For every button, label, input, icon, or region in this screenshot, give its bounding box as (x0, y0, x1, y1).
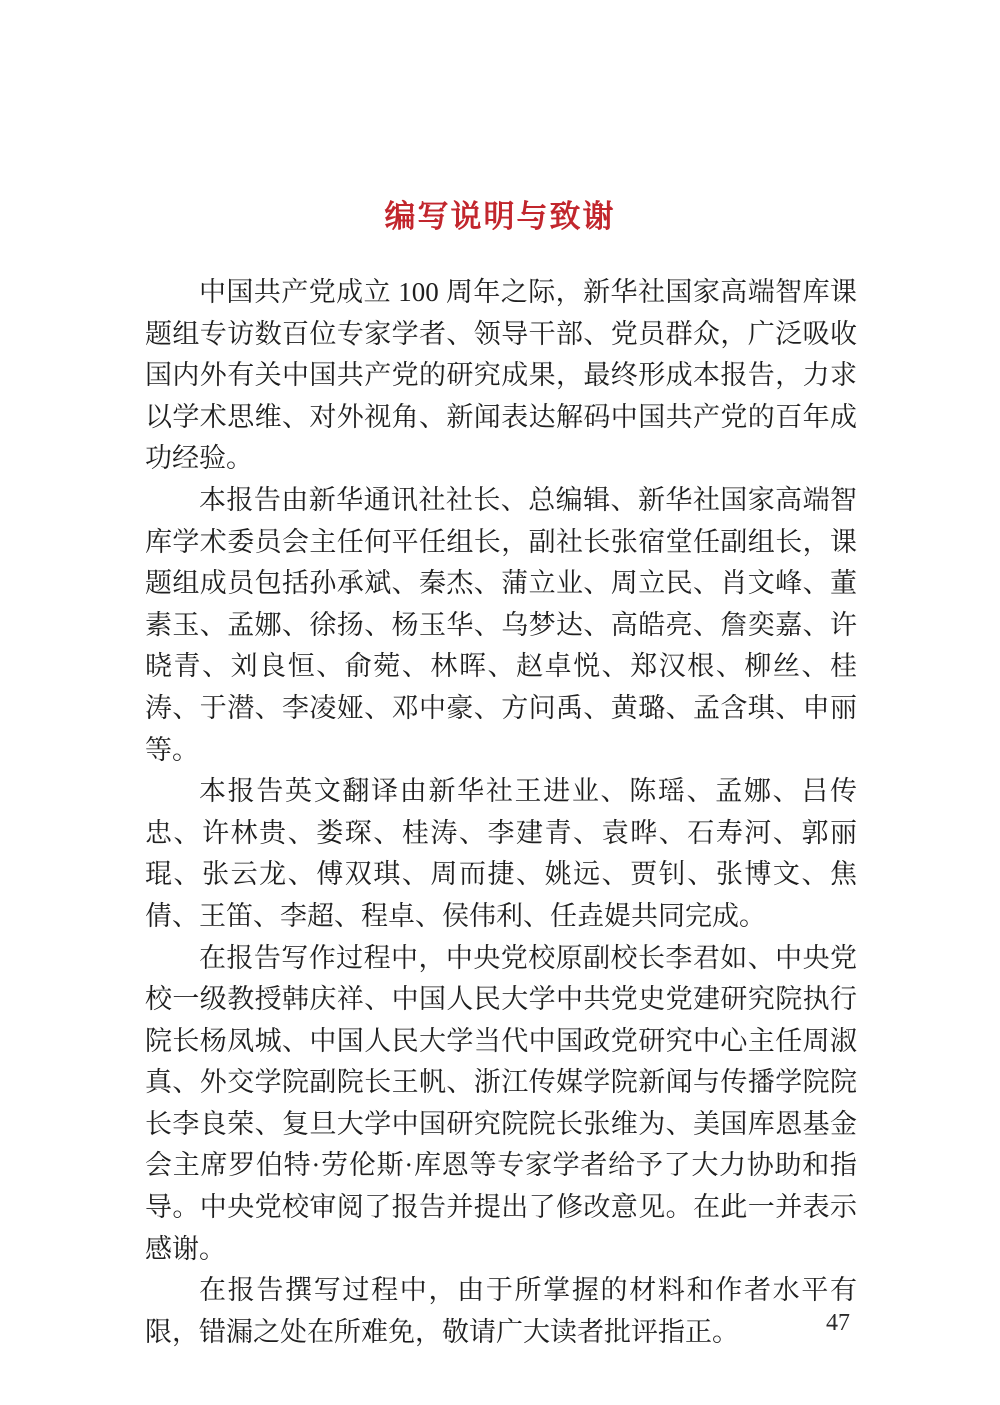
page-number: 47 (826, 1310, 850, 1336)
document-body (145, 272, 857, 1353)
paragraph-acknowledgments: 在报告写作过程中，中央党校原副校长李君如、中央党校一级教授韩庆祥、中国人民大学中共党史党建研究院执行院长杨凤城、中国人民大学当代中国政党研究中心主任周淑真、外交学院副院长王帆、浙江传媒学院新闻与传播学院院长李良荣、复旦大学中国研究院院长张维为、美国库恩基金会主席罗伯特·劳伦斯·库恩等专家学者给予了大力协助和指导。中央党校审阅了报告并提出了修改意见。在此一并表示感谢。 (145, 942, 857, 1264)
paragraph-translation-team: 本报告英文翻译由新华社王进业、陈瑶、孟娜、吕传忠、许林贵、娄琛、桂涛、李建青、袁晔、石寿河、郭丽琨、张云龙、傅双琪、周而捷、姚远、贾钊、张博文、焦倩、王笛、李超、程卓、侯伟利、任垚媞共同完成。 (145, 776, 857, 931)
page-title: 编写说明与致谢 (384, 199, 616, 234)
paragraph-intro: 中国共产党成立 100 周年之际，新华社国家高端智库课题组专访数百位专家学者、领导干部、党员群众，广泛吸收国内外有关中国共产党的研究成果，最终形成本报告，力求以学术思维、对外视角、新闻表达解码中国共产党的百年成功经验。 (145, 277, 857, 474)
paragraph-research-team: 本报告由新华通讯社社长、总编辑、新华社国家高端智库学术委员会主任何平任组长，副社长张宿堂任副组长，课题组成员包括孙承斌、秦杰、蒲立业、周立民、肖文峰、董素玉、孟娜、徐扬、杨玉华、乌梦达、高皓亮、詹奕嘉、许晓青、刘良恒、俞菀、林晖、赵卓悦、郑汉根、柳丝、桂涛、于潜、李凌娅、邓中豪、方问禹、黄璐、孟含琪、申丽等。 (145, 484, 857, 765)
paragraph-closing: 在报告撰写过程中，由于所掌握的材料和作者水平有限，错漏之处在所难免，敬请广大读者批评指正。 (145, 1275, 857, 1347)
